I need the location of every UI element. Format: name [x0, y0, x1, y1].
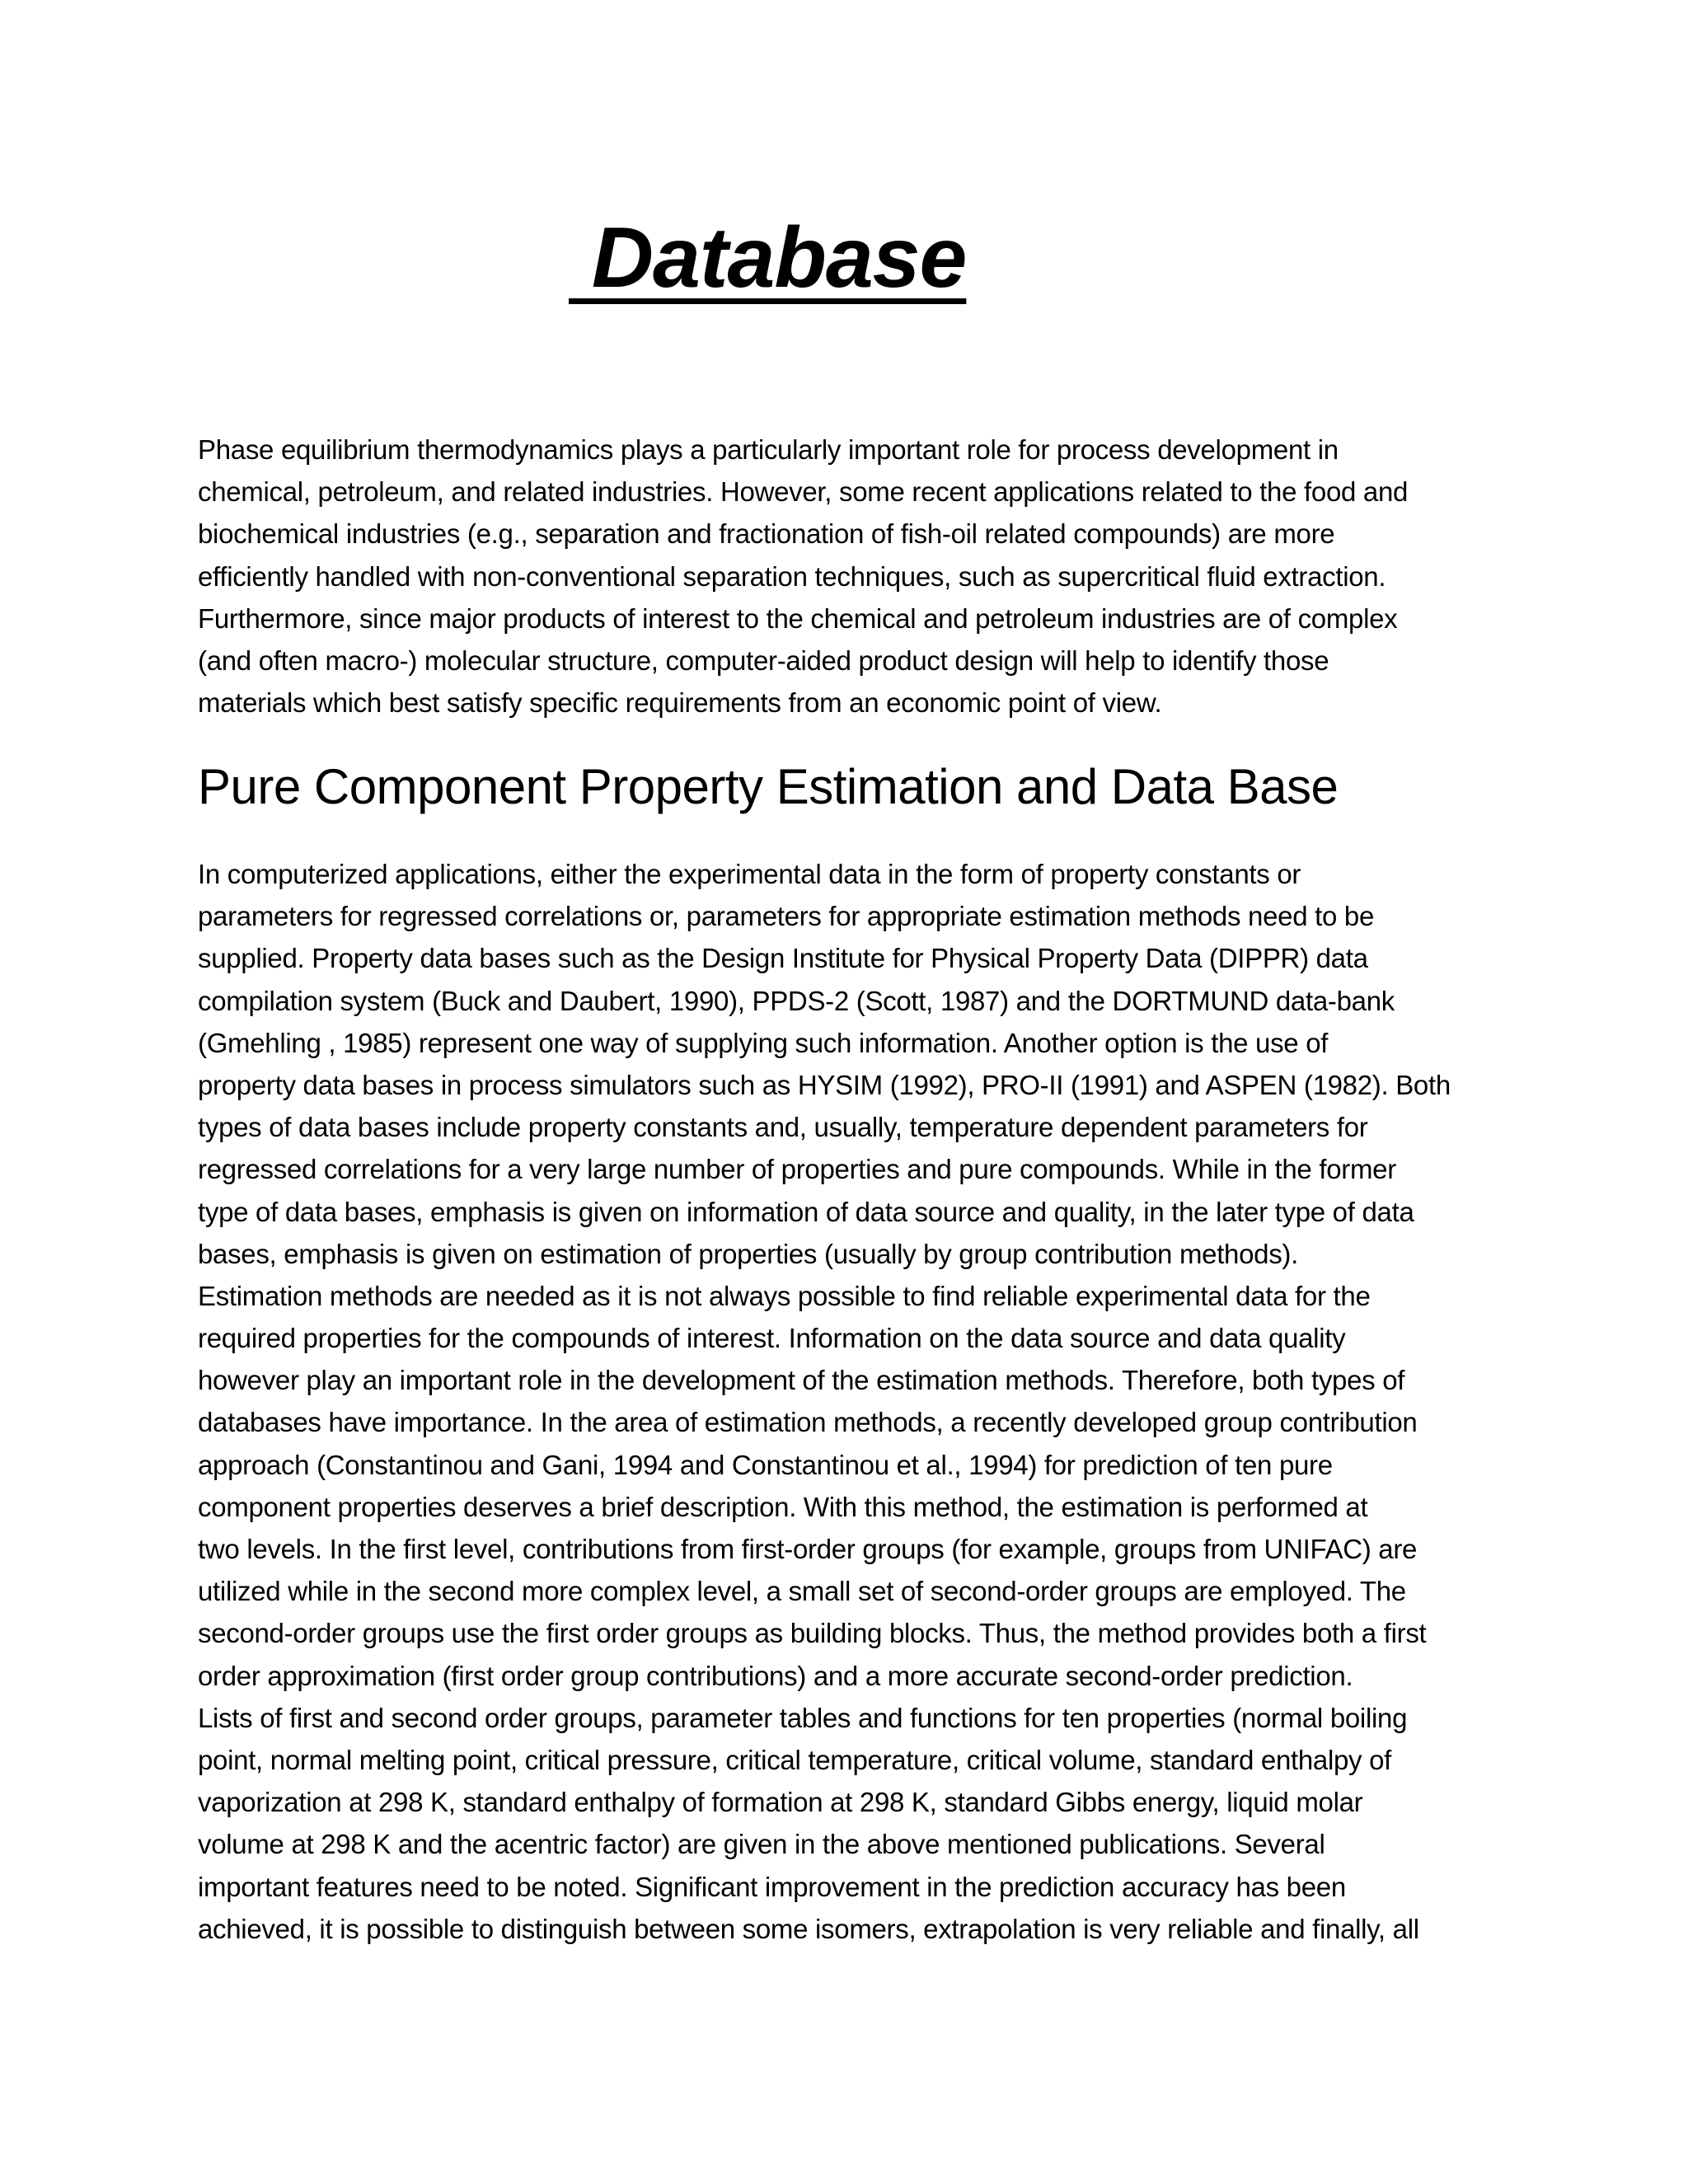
intro-line: chemical, petroleum, and related industries. However, some recent applications related to the food and	[198, 476, 1409, 508]
body-line: Lists of first and second order groups, parameter tables and functions for ten properties (normal boiling	[198, 1702, 1408, 1733]
intro-line: (and often macro-) molecular structure, computer-aided product design will help to identify those	[198, 644, 1329, 676]
body-line: achieved, it is possible to distinguish between some isomers, extrapolation is very reliable and finally, all	[198, 1913, 1419, 1944]
body-line: utilized while in the second more complex level, a small set of second-order groups are employed. The	[198, 1576, 1406, 1607]
intro-paragraph	[198, 429, 1500, 724]
section-heading: Pure Component Property Estimation and Data Base	[198, 759, 1339, 814]
body-line: regressed correlations for a very large number of properties and pure compounds. While in the former	[198, 1154, 1396, 1185]
intro-line: materials which best satisfy specific requirements from an economic point of view.	[198, 687, 1162, 719]
body-line: two levels. In the first level, contributions from first-order groups (for example, groups from UNIFAC) are	[198, 1534, 1418, 1564]
body-line: compilation system (Buck and Daubert, 1990), PPDS-2 (Scott, 1987) and the DORTMUND data-bank	[198, 985, 1395, 1016]
body-line: volume at 298 K and the acentric factor) are given in the above mentioned publications. Several	[198, 1829, 1325, 1860]
body-line: required properties for the compounds of interest. Information on the data source and data quality	[198, 1323, 1346, 1354]
body-line: (Gmehling , 1985) represent one way of supplying such information. Another option is the use of	[198, 1027, 1329, 1058]
body-paragraph	[198, 853, 1500, 1950]
intro-line: biochemical industries (e.g., separation and fractionation of fish-oil related compounds) are more	[198, 518, 1335, 550]
body-line: bases, emphasis is given on estimation of properties (usually by group contribution methods).	[198, 1238, 1298, 1269]
body-line: point, normal melting point, critical pressure, critical temperature, critical volume, standard enthalpy of	[198, 1744, 1392, 1775]
body-line: second-order groups use the first order groups as building blocks. Thus, the method provides both a first	[198, 1618, 1427, 1649]
intro-line: Furthermore, since major products of interest to the chemical and petroleum industries are of complex	[198, 602, 1398, 634]
body-line: vaporization at 298 K, standard enthalpy of formation at 298 K, standard Gibbs energy, liquid molar	[198, 1787, 1363, 1818]
body-line: type of data bases, emphasis is given on information of data source and quality, in the later type of data	[198, 1196, 1414, 1227]
body-line: In computerized applications, either the experimental data in the form of property constants or	[198, 859, 1301, 889]
title-block	[569, 204, 997, 316]
body-line: order approximation (first order group contributions) and a more accurate second-order prediction.	[198, 1660, 1353, 1691]
body-line: parameters for regressed correlations or, parameters for appropriate estimation methods need to be	[198, 901, 1375, 932]
intro-line: efficiently handled with non-conventional separation techniques, such as supercritical fluid extraction.	[198, 560, 1386, 592]
body-line: however play an important role in the development of the estimation methods. Therefore, both types of	[198, 1365, 1405, 1396]
body-line: property data bases in process simulators such as HYSIM (1992), PRO-II (1991) and ASPEN (1982). Both	[198, 1069, 1451, 1100]
body-line: supplied. Property data bases such as the Design Institute for Physical Property Data (DIPPR) data	[198, 943, 1368, 974]
body-line: databases have importance. In the area of estimation methods, a recently developed group contribution	[198, 1407, 1418, 1438]
section-heading-block	[198, 754, 1517, 820]
body-line: Estimation methods are needed as it is not always possible to find reliable experimental data for the	[198, 1280, 1371, 1311]
body-line: approach (Constantinou and Gani, 1994 and Constantinou et al., 1994) for prediction of ten pure	[198, 1449, 1333, 1480]
body-line: types of data bases include property constants and, usually, temperature dependent parameters for	[198, 1112, 1368, 1143]
body-line: component properties deserves a brief description. With this method, the estimation is performed at	[198, 1491, 1368, 1522]
intro-line: Phase equilibrium thermodynamics plays a particularly important role for process development in	[198, 434, 1339, 465]
body-line: important features need to be noted. Significant improvement in the prediction accuracy has been	[198, 1871, 1346, 1902]
document-title: Database	[569, 210, 967, 306]
